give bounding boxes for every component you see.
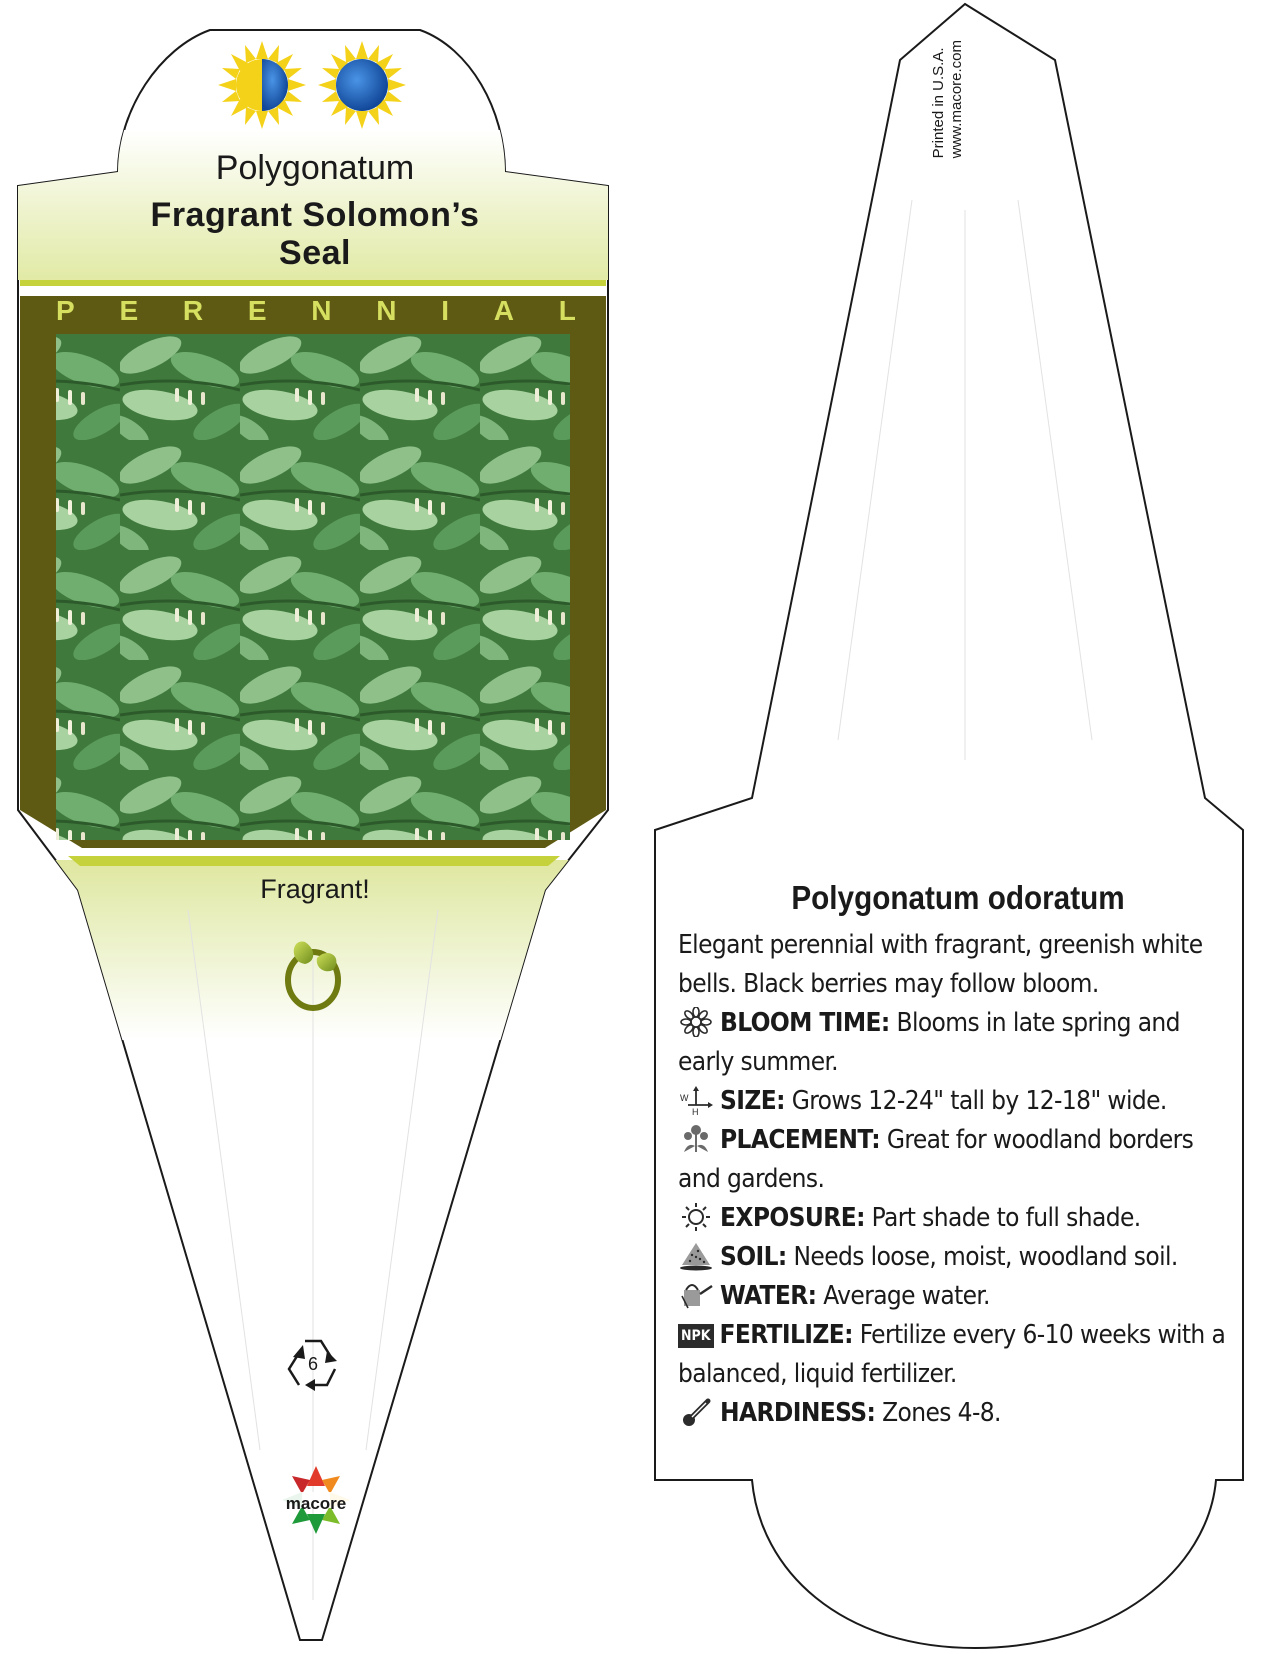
plant-photo xyxy=(56,334,570,840)
hardiness-text: Zones 4-8. xyxy=(882,1398,1001,1428)
print-note xyxy=(930,40,966,158)
tagline: Fragrant! xyxy=(260,874,370,904)
exposure-icon xyxy=(678,1202,714,1232)
size-icon xyxy=(678,1085,714,1115)
common-name-line1: Fragrant Solomon’s xyxy=(150,196,480,234)
print-line1: Printed in U.S.A. xyxy=(930,47,947,159)
row-water xyxy=(678,1277,1238,1316)
description: Elegant perennial with fragrant, greenish white bells. Black berries may follow bloom. xyxy=(678,930,1203,999)
bloom-label: BLOOM TIME: xyxy=(720,1008,890,1038)
svg-text:H: H xyxy=(692,1107,698,1115)
row-placement xyxy=(678,1121,1238,1199)
size-text: Grows 12-24" tall by 12-18" wide. xyxy=(791,1086,1167,1116)
category-letter: E xyxy=(119,295,139,326)
row-hardiness xyxy=(678,1394,1238,1433)
thermometer-icon xyxy=(678,1397,714,1427)
soil-label: SOIL: xyxy=(720,1242,787,1272)
npk-icon: NPK xyxy=(678,1324,714,1348)
fertilize-text: Fertilize every 6-10 weeks with a balanced, liquid fertilizer. xyxy=(678,1320,1226,1389)
bloom-text: Blooms in late spring and early summer. xyxy=(678,1008,1180,1077)
exposure-label: EXPOSURE: xyxy=(720,1203,865,1233)
placement-icon xyxy=(678,1124,714,1154)
sun-part-shade-icon xyxy=(218,41,306,129)
row-size xyxy=(678,1082,1238,1121)
front-genus: Polygonatum xyxy=(215,149,415,187)
common-name-line2: Seal xyxy=(279,234,351,272)
scientific-name: Polygonatum odoratum xyxy=(791,879,1125,916)
placement-text: Great for woodland borders and gardens. xyxy=(678,1125,1194,1194)
svg-text:W: W xyxy=(680,1093,688,1103)
category-letter: E xyxy=(247,295,267,326)
hardiness-label: HARDINESS: xyxy=(720,1398,876,1428)
recycle-number: 6 xyxy=(307,1354,318,1374)
category-letter: L xyxy=(558,295,576,326)
soil-text: Needs loose, moist, woodland soil. xyxy=(793,1242,1178,1272)
category-letter: N xyxy=(376,295,397,326)
category-letter: P xyxy=(56,295,75,326)
soil-icon xyxy=(678,1241,714,1271)
row-soil xyxy=(678,1238,1238,1277)
category-banner xyxy=(56,296,576,326)
row-bloom-time xyxy=(678,1004,1238,1082)
category-letter: I xyxy=(441,295,450,326)
print-line2: www.macore.com xyxy=(948,40,965,159)
water-text: Average water. xyxy=(823,1281,990,1311)
category-letter: N xyxy=(311,295,332,326)
back-content xyxy=(678,878,1238,1433)
row-fertilize xyxy=(678,1316,1238,1394)
placement-label: PLACEMENT: xyxy=(720,1125,881,1155)
size-label: SIZE: xyxy=(720,1086,785,1116)
row-exposure xyxy=(678,1199,1238,1238)
category-letter: R xyxy=(182,295,204,326)
exposure-text: Part shade to full shade. xyxy=(871,1203,1141,1233)
front-common-name xyxy=(20,196,610,272)
fertilize-label: FERTILIZE: xyxy=(719,1320,853,1350)
brand-name: macore xyxy=(285,1494,347,1513)
watering-can-icon xyxy=(678,1280,714,1310)
water-label: WATER: xyxy=(720,1281,817,1311)
full-shade-icon xyxy=(318,41,406,129)
category-letter: A xyxy=(493,295,515,326)
flower-icon xyxy=(678,1007,714,1037)
